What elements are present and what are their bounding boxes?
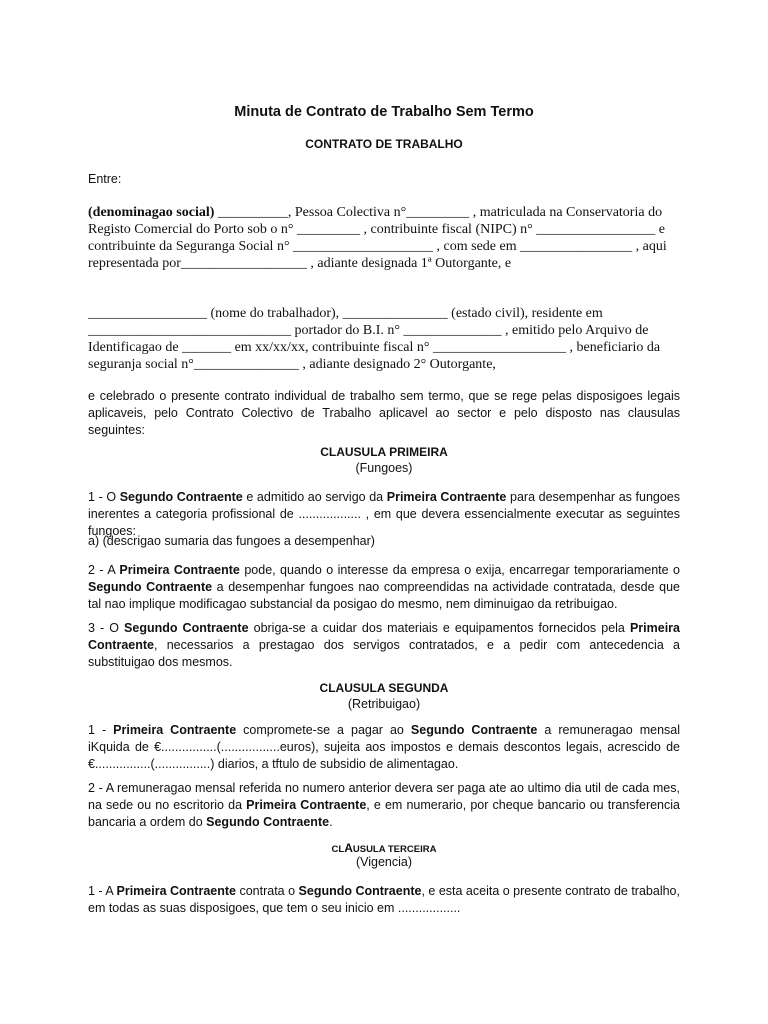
party2-line4: seguranja social n°_______________ , adiante designado 2° Outorgante, — [88, 357, 496, 372]
clause1-p3: 3 - O Segundo Contraente obriga-se a cuidar dos materiais e equipamentos fornecidos pela Primeira Contraente, necessarios a prestagao dos servigos contratados, e a pedir com antecedencia a substituigao dos mesmos. — [88, 621, 680, 669]
clause2-p1-line2: iKquida de €................(.................euros), sujeita aos impostos e demais descontos legais, acrescido de — [88, 740, 680, 754]
party1-line2: Registo Comercial do Porto sob o n° _________ , contribuinte fiscal (NIPC) n° _________________ e — [88, 222, 665, 237]
clause2-p1-line1: 1 - Primeira Contraente compromete-se a pagar ao Segundo Contraente a remuneragao mensal — [88, 723, 681, 737]
party2-line2: _____________________________ portador do B.I. n° ______________ , emitido pelo Arquivo de — [88, 323, 649, 338]
document-subtitle: CONTRATO DE TRABALHO — [305, 137, 463, 151]
party2-paragraph — [88, 305, 680, 373]
party1-line4: representada por__________________ , adiante designada 1ª Outorgante, e — [88, 256, 512, 271]
clause2-p1-line3: €................(................) diarios, a tftulo de subsidio de alimentagao. — [88, 757, 459, 771]
clause1-p1-item: a) (descrigao sumaria das fungoes a desempenhar) — [88, 534, 375, 548]
intro-paragraph: e celebrado o presente contrato individual de trabalho sem termo, que se rege pelas disposigoes legais aplicaveis, pelo Contrato Colectivo de Trabalho aplicavel ao sector e pelo disposto nas clausulas seguintes: — [88, 389, 680, 437]
clause1-p2: 2 - A Primeira Contraente pode, quando o interesse da empresa o exija, encarregar temporariamente o Segundo Contraente a desempenhar fungoes nao compreendidas na actividade contratada, desde que tal nao implique modificagao substancial da posigao do mesmo, nem diminuigao da retribuigao. — [88, 563, 681, 611]
clause1-heading: CLAUSULA PRIMEIRA — [320, 445, 448, 459]
party1-paragraph — [88, 204, 680, 272]
clause1-p1: 1 - O Segundo Contraente e admitido ao servigo da Primeira Contraente para desempenhar as fungoes inerentes a categoria profissional de .................. , em que devera essencialmente executar as seguintes fungoes: — [88, 490, 680, 538]
document-title: Minuta de Contrato de Trabalho Sem Termo — [234, 104, 534, 120]
clause2-heading: CLAUSULA SEGUNDA — [319, 681, 449, 695]
party2-line1: _________________ (nome do trabalhador), _______________ (estado civil), residente em — [88, 306, 603, 321]
clause2-subheading: (Retribuigao) — [347, 697, 421, 711]
clause3-subheading: (Vigencia) — [355, 855, 413, 869]
party1-line1 — [88, 205, 662, 220]
clause3-p1: 1 - A Primeira Contraente contrata o Segundo Contraente, e esta aceita o presente contrato de trabalho, em todas as suas disposigoes, que tem o seu inicio em .................. — [88, 884, 680, 915]
clause3-heading: CLAUSULA TERCEIRA — [331, 841, 437, 855]
clause2-p1 — [88, 722, 680, 773]
party1-bold-label: (denominagao social) — [88, 205, 215, 220]
clause2-p2: 2 - A remuneragao mensal referida no numero anterior devera ser paga ate ao ultimo dia util de cada mes, na sede ou no escritorio da Primeira Contraente, e em numerario, por cheque bancario ou transferencia bancaria a ordem do Segundo Contraente. — [88, 781, 680, 829]
party1-line3: contribuinte da Seguranga Social n° ____________________ , com sede em ________________ , aqui — [88, 239, 667, 254]
clause1-subheading: (Fungoes) — [355, 461, 413, 475]
party1-line1-rest: __________, Pessoa Colectiva n°_________ , matriculada na Conservatoria do — [214, 205, 663, 220]
party2-line3: Identificagao de _______ em xx/xx/xx, contribuinte fiscal n° ___________________ , beneficiario da — [88, 340, 661, 355]
entre-label: Entre: — [88, 172, 122, 186]
